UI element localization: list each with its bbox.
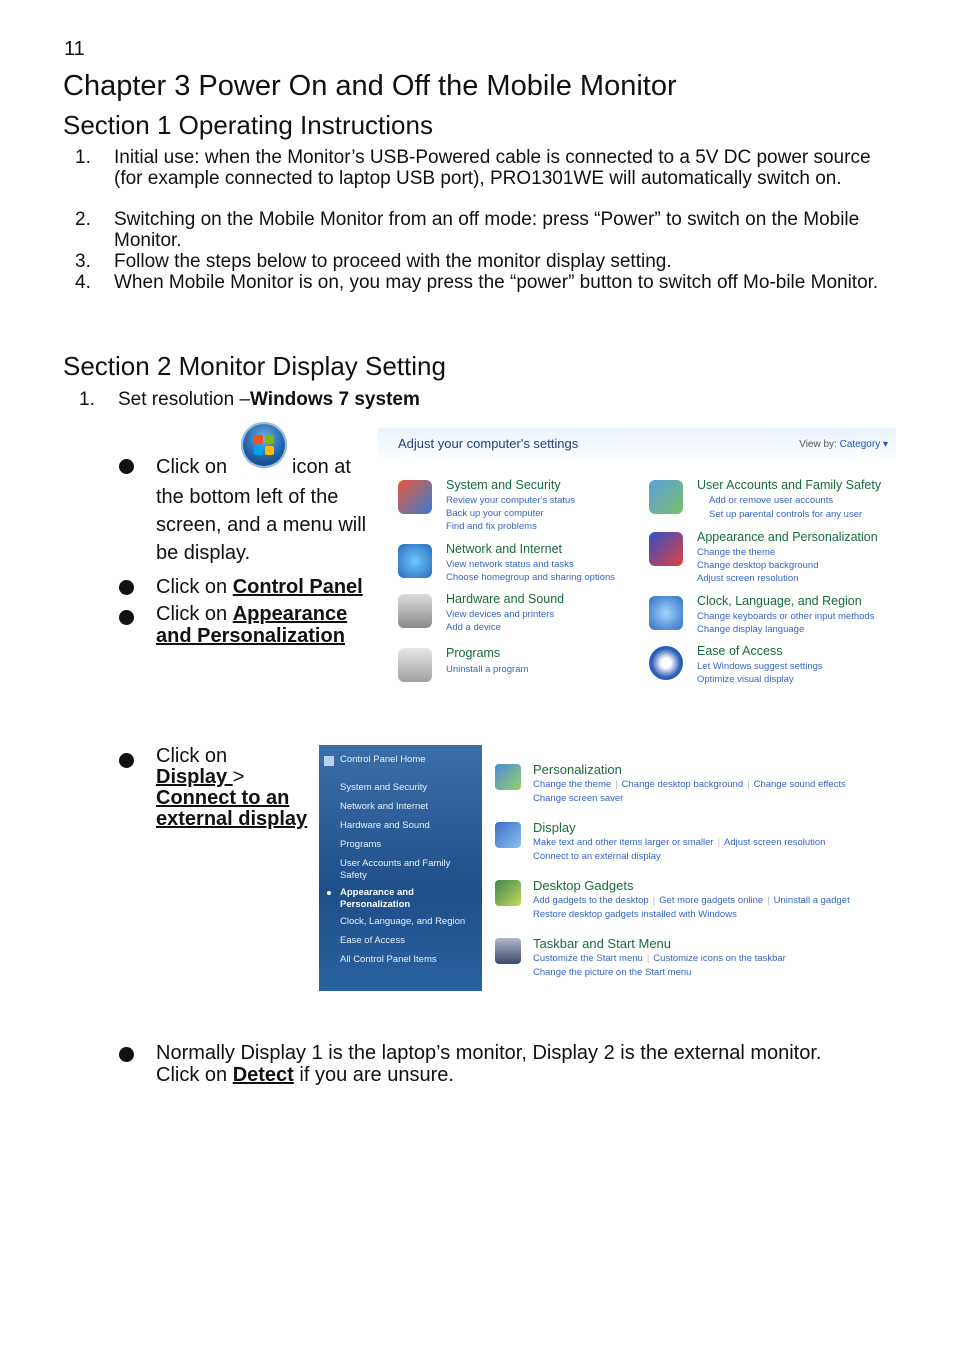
cp-link[interactable]: Uninstall a program <box>446 664 529 675</box>
bullet5-line1: Normally Display 1 is the laptop’s monitor, Display 2 is the external monitor. <box>156 1042 822 1064</box>
ap-link[interactable]: Adjust screen resolution <box>724 837 826 848</box>
cp-header: Adjust your computer's settings <box>398 436 579 451</box>
cp-category-title[interactable]: System and Security <box>446 478 561 492</box>
cp-link[interactable]: Add a device <box>446 622 501 633</box>
bullet3 <box>156 603 366 647</box>
cp-link[interactable]: Change keyboards or other input methods <box>697 611 875 622</box>
cp-link[interactable]: View devices and printers <box>446 609 555 620</box>
sidebar-item-appearance-cont[interactable]: Personalization <box>340 899 411 910</box>
cp-link[interactable]: Adjust screen resolution <box>697 573 799 584</box>
cp-link[interactable]: Review your computer's status <box>446 495 576 506</box>
bullet4 <box>156 746 316 830</box>
item-number: 4. <box>75 272 91 293</box>
cp-category-title[interactable]: User Accounts and Family Safety <box>697 478 882 492</box>
cp-link[interactable]: Change the theme <box>697 547 776 558</box>
sidebar-item-user-accounts[interactable]: User Accounts and Family <box>340 858 451 869</box>
chapter-title: Chapter 3 Power On and Off the Mobile Monitor <box>63 70 677 102</box>
appearance-personalization-link[interactable]: Appearance and Personalization <box>156 603 348 647</box>
gadgets-icon <box>495 880 521 906</box>
bullet5-pre: Click on <box>156 1064 233 1086</box>
bullet4-links <box>156 767 316 788</box>
step-number: 1. <box>79 389 95 410</box>
cp-view-by-value[interactable]: Category ▾ <box>839 439 888 450</box>
cp-link[interactable]: Set up parental controls for any user <box>709 509 863 520</box>
bullet-dot <box>118 1045 136 1063</box>
orb-green <box>265 435 274 444</box>
personalization-icon <box>495 764 521 790</box>
sidebar-item-home[interactable]: Control Panel Home <box>340 754 426 765</box>
sidebar-item-user-accounts-cont[interactable]: Safety <box>340 870 367 881</box>
cp-sidebar <box>319 745 482 991</box>
bullet5 <box>156 1042 896 1086</box>
control-panel-home-icon <box>324 756 334 766</box>
step-os: Windows 7 system <box>250 389 420 410</box>
cp-category-title[interactable]: Appearance and Personalization <box>697 530 878 544</box>
printer-icon <box>398 594 432 628</box>
sidebar-item-system-security[interactable]: System and Security <box>340 782 428 793</box>
bullet4-separator: > <box>232 766 245 788</box>
bullet-dot <box>118 578 136 596</box>
ap-category-title[interactable]: Taskbar and Start Menu <box>533 936 672 951</box>
cp-view-by-label: View by: <box>799 439 837 450</box>
cp-category-title[interactable]: Hardware and Sound <box>446 592 565 606</box>
cp-link[interactable]: Change display language <box>697 624 805 635</box>
cp-view-by <box>799 439 888 450</box>
cp-category-title[interactable]: Network and Internet <box>446 542 563 556</box>
bullet2-pre: Click on <box>156 576 233 598</box>
bullet1-pre: Click on <box>156 456 228 478</box>
sidebar-item-appearance[interactable]: Appearance and <box>340 887 414 898</box>
ap-link[interactable]: Change screen saver <box>533 793 624 804</box>
bullet-dot <box>118 457 136 475</box>
ap-link[interactable]: Change the theme <box>533 779 612 790</box>
cp-category-title[interactable]: Ease of Access <box>697 644 783 658</box>
item-text: Initial use: when the Monitor’s USB-Powered cable is connected to a 5V DC power source (for example connected to laptop USB port), PRO1301WE will automatically switch on. <box>114 147 871 189</box>
ap-link-connect-external-display[interactable]: Connect to an external display <box>533 851 661 862</box>
cp-category-title[interactable]: Programs <box>446 646 501 660</box>
ap-link[interactable]: Get more gadgets online <box>659 895 764 906</box>
display-link[interactable]: Display <box>156 766 233 788</box>
bullet1-post: icon at <box>292 456 351 478</box>
control-panel-screenshot <box>378 428 896 686</box>
control-panel-link[interactable]: Control Panel <box>232 576 363 598</box>
cp-link[interactable]: Optimize visual display <box>697 674 794 685</box>
item-number: 3. <box>75 251 91 272</box>
cp-category-title[interactable]: Clock, Language, and Region <box>697 594 862 608</box>
bullet3-pre: Click on <box>156 603 233 625</box>
cp-link[interactable]: View network status and tasks <box>446 559 574 570</box>
ap-link[interactable]: Add gadgets to the desktop <box>533 895 649 906</box>
bullet5-post: if you are unsure. <box>293 1064 454 1086</box>
ap-link[interactable]: Customize the Start menu <box>533 953 643 964</box>
ap-category-title[interactable]: Desktop Gadgets <box>533 878 634 893</box>
cp-link[interactable]: Add or remove user accounts <box>709 495 834 506</box>
cp-link[interactable]: Choose homegroup and sharing options <box>446 572 616 583</box>
sidebar-item-programs[interactable]: Programs <box>340 839 382 850</box>
section1-title: Section 1 Operating Instructions <box>63 110 433 140</box>
orb-blue <box>254 446 263 455</box>
bullet4-pre: Click on <box>156 745 228 767</box>
ap-link[interactable]: Change the picture on the Start menu <box>533 967 692 978</box>
bullet1-rest: the bottom left of the screen, and a menu will be display. <box>156 486 367 564</box>
programs-icon <box>398 648 432 682</box>
ap-category-title[interactable]: Personalization <box>533 762 622 777</box>
shield-icon <box>398 480 432 514</box>
orb-red <box>254 435 263 444</box>
item-number: 2. <box>75 209 91 230</box>
step-label: Set resolution – <box>118 389 251 410</box>
taskbar-icon <box>495 938 521 964</box>
ap-link[interactable]: Customize icons on the taskbar <box>653 953 786 964</box>
sidebar-item-all-items[interactable]: All Control Panel Items <box>340 954 437 965</box>
item-number: 1. <box>75 147 91 168</box>
cp-link[interactable]: Find and fix problems <box>446 521 537 532</box>
bullet2 <box>156 573 363 601</box>
bullet-dot <box>118 608 136 626</box>
connect-external-display-link[interactable]: Connect to an external display <box>156 787 308 830</box>
page-number: 11 <box>64 38 85 60</box>
sidebar-item-hardware[interactable]: Hardware and Sound <box>340 820 430 831</box>
ap-link[interactable]: Change sound effects <box>753 779 846 790</box>
orb-yellow <box>265 446 274 455</box>
cp-link[interactable]: Let Windows suggest settings <box>697 661 823 672</box>
item-text: When Mobile Monitor is on, you may press the “power” button to switch off Mo-bile Monitor. <box>114 272 879 293</box>
appearance-icon <box>649 532 683 566</box>
ap-link[interactable]: Make text and other items larger or smaller <box>533 837 714 848</box>
ap-link[interactable]: Uninstall a gadget <box>773 895 850 906</box>
item-text: Follow the steps below to proceed with the monitor display setting. <box>114 251 672 272</box>
item-text: Switching on the Mobile Monitor from an off mode: press “Power” to switch on the Mobile Monitor. <box>114 209 860 251</box>
step-text <box>118 389 898 410</box>
ap-link[interactable]: Change desktop background <box>621 779 744 790</box>
sidebar-item-ease-of-access[interactable]: Ease of Access <box>340 935 405 946</box>
ap-category-title[interactable]: Display <box>533 820 576 835</box>
appearance-panel-screenshot: Control Panel Home System and Security Network and Internet Hardware and Sound Programs User Accounts and Family Safety Appearance and Personalization Clock, Language, and Region Ease of Access All Control Panel Items Personalization Change the theme | Change desktop background | Change sound effects Change screen saver Display Make text and other items larger or smaller | Adjust screen resolution Connect to an external display Desktop Gadgets Add gadgets to the desktop | Get more gadgets online | Uninstall a gadget Restore desktop gadgets installed with Windows Taskbar and Start Menu Customize the Start menu | Customize icons on the taskbar Change the picture on the Start menu <box>319 745 896 991</box>
sidebar-item-clock[interactable]: Clock, Language, and Region <box>340 916 466 927</box>
section2-title: Section 2 Monitor Display Setting <box>63 351 446 381</box>
network-globe-icon <box>398 544 432 578</box>
cp-link[interactable]: Back up your computer <box>446 508 544 519</box>
ease-of-access-icon <box>649 646 683 680</box>
windows-start-icon <box>241 422 287 468</box>
sidebar-item-network[interactable]: Network and Internet <box>340 801 429 812</box>
cp-link[interactable]: Change desktop background <box>697 560 819 571</box>
ap-link[interactable]: Restore desktop gadgets installed with Windows <box>533 909 737 920</box>
users-icon <box>649 480 683 514</box>
active-indicator-icon <box>327 891 331 895</box>
detect-link[interactable]: Detect <box>232 1064 294 1086</box>
clock-globe-icon <box>649 596 683 630</box>
display-monitor-icon <box>495 822 521 848</box>
bullet5-line2 <box>156 1064 896 1086</box>
bullet-dot <box>118 751 136 769</box>
